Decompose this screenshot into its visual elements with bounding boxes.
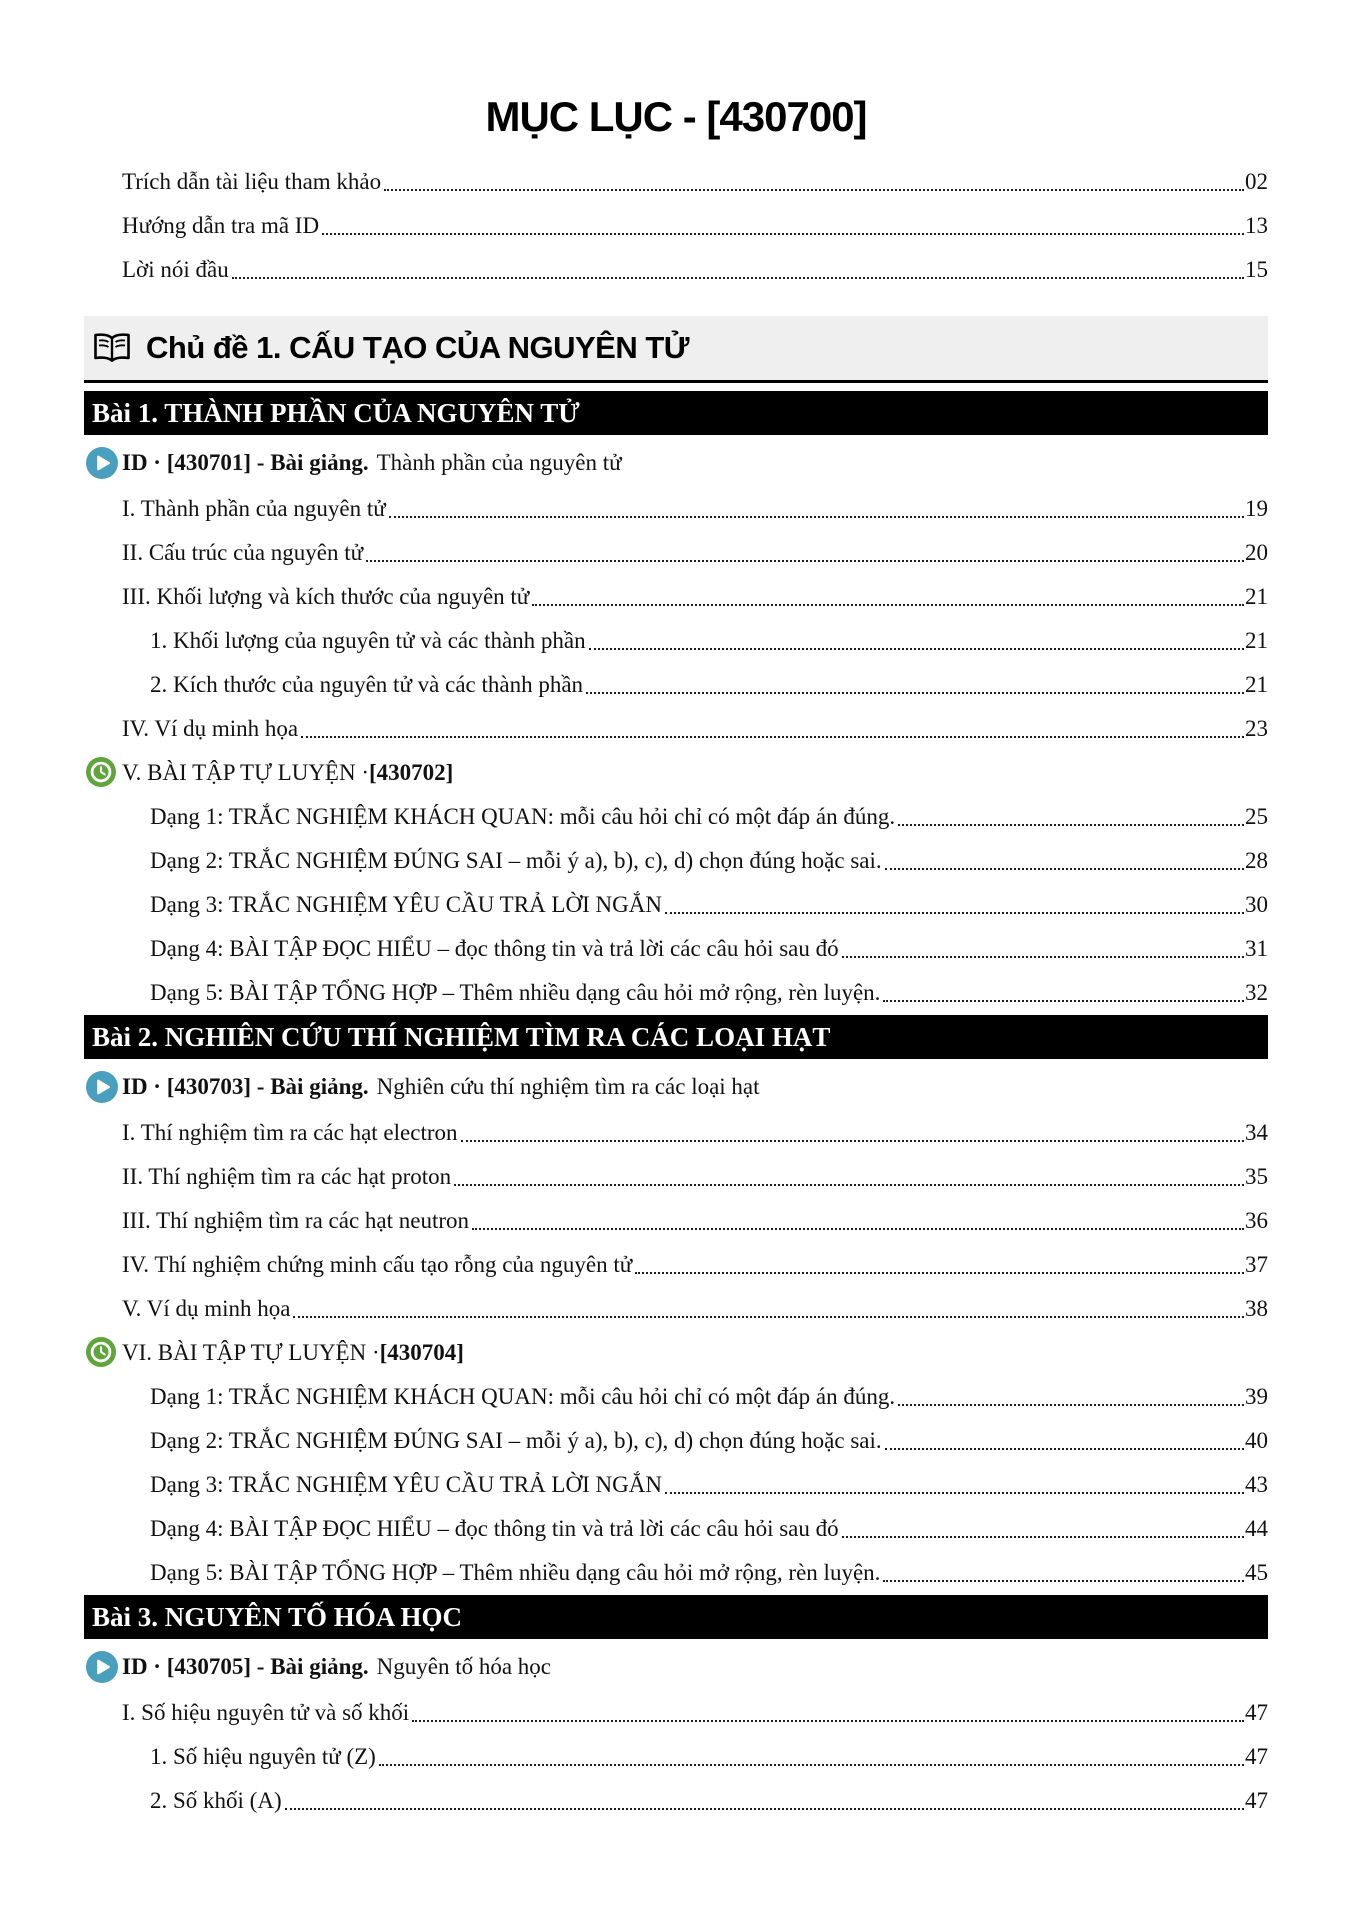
practice-id-code: [430704] — [379, 1340, 464, 1365]
lecture-title: Nghiên cứu thí nghiệm tìm ra các loại hạt — [376, 1074, 760, 1099]
toc-entry-label: Dạng 1: TRẮC NGHIỆM KHÁCH QUAN: mỗi câu hỏi chỉ có một đáp án đúng. — [150, 804, 896, 829]
dotted-leader — [635, 1272, 1244, 1274]
toc-entry — [84, 1551, 1268, 1595]
toc-entry-page: 25 — [1245, 804, 1268, 829]
toc-entry — [84, 1243, 1268, 1287]
lecture-id-label: ID · [430705] - Bài giảng. — [122, 1654, 369, 1679]
dotted-leader — [883, 1580, 1244, 1582]
toc-entry-page: 44 — [1245, 1516, 1268, 1541]
open-book-icon — [92, 332, 132, 364]
dotted-leader — [532, 604, 1244, 606]
toc-entry-label: Dạng 4: BÀI TẬP ĐỌC HIỂU – đọc thông tin và trả lời các câu hỏi sau đó — [150, 1516, 839, 1541]
toc-entry — [84, 663, 1268, 707]
lesson-title: Bài 1. THÀNH PHẦN CỦA NGUYÊN TỬ — [92, 398, 580, 428]
toc-entry-page: 32 — [1245, 980, 1268, 1005]
toc-entry — [84, 1691, 1268, 1735]
dotted-leader — [589, 648, 1244, 650]
topic-header-bar — [84, 316, 1268, 383]
toc-entry-page: 47 — [1245, 1700, 1268, 1725]
toc-entry — [84, 971, 1268, 1015]
toc-entry-page: 21 — [1245, 584, 1268, 609]
lesson-section — [84, 391, 1268, 1015]
toc-entry-label: Dạng 4: BÀI TẬP ĐỌC HIỂU – đọc thông tin và trả lời các câu hỏi sau đó — [150, 936, 839, 961]
toc-entry — [84, 1375, 1268, 1419]
toc-entry-page: 19 — [1245, 496, 1268, 521]
toc-entry-page: 40 — [1245, 1428, 1268, 1453]
toc-entry — [84, 248, 1268, 292]
toc-entry — [84, 927, 1268, 971]
toc-entry-label: Dạng 3: TRẮC NGHIỆM YÊU CẦU TRẢ LỜI NGẮN — [150, 1472, 662, 1497]
dotted-leader — [389, 516, 1244, 518]
practice-label: VI. BÀI TẬP TỰ LUYỆN · — [122, 1340, 380, 1365]
lesson-section — [84, 1015, 1268, 1595]
toc-entry-label: 1. Khối lượng của nguyên tử và các thành phần — [150, 628, 586, 653]
play-icon — [86, 447, 118, 479]
play-icon — [86, 1651, 118, 1683]
lecture-row — [84, 1643, 1268, 1691]
toc-entry-page: 15 — [1245, 257, 1268, 282]
toc-entry-page: 36 — [1245, 1208, 1268, 1233]
toc-entry — [84, 883, 1268, 927]
toc-page — [84, 92, 1268, 1823]
dotted-leader — [379, 1764, 1244, 1766]
toc-entry-label: II. Thí nghiệm tìm ra các hạt proton — [122, 1164, 452, 1189]
toc-entry-page: 39 — [1245, 1384, 1268, 1409]
toc-entry-page: 38 — [1245, 1296, 1268, 1321]
toc-entry-label: 2. Số khối (A) — [150, 1788, 282, 1813]
lecture-id-label: ID · [430701] - Bài giảng. — [122, 450, 369, 475]
lesson-title-bar — [84, 391, 1268, 435]
lesson-title: Bài 3. NGUYÊN TỐ HÓA HỌC — [92, 1602, 463, 1632]
toc-entry-page: 37 — [1245, 1252, 1268, 1277]
dotted-leader — [285, 1808, 1244, 1810]
dotted-leader — [322, 233, 1244, 235]
clock-icon — [86, 757, 118, 789]
toc-entry-page: 20 — [1245, 540, 1268, 565]
toc-entry-label: III. Thí nghiệm tìm ra các hạt neutron — [122, 1208, 470, 1233]
toc-entry-label: Dạng 5: BÀI TẬP TỔNG HỢP – Thêm nhiều dạng câu hỏi mở rộng, rèn luyện. — [150, 980, 881, 1005]
toc-entry-page: 13 — [1245, 213, 1268, 238]
toc-entry-label: I. Số hiệu nguyên tử và số khối — [122, 1700, 410, 1725]
dotted-leader — [898, 1404, 1244, 1406]
toc-entry — [84, 204, 1268, 248]
dotted-leader — [885, 868, 1244, 870]
dotted-leader — [301, 736, 1244, 738]
toc-entry-label: Lời nói đầu — [122, 257, 229, 282]
practice-label: V. BÀI TẬP TỰ LUYỆN · — [122, 760, 370, 785]
toc-entry-page: 30 — [1245, 892, 1268, 917]
dotted-leader — [586, 692, 1244, 694]
dotted-leader — [293, 1316, 1244, 1318]
toc-entry-label: Dạng 1: TRẮC NGHIỆM KHÁCH QUAN: mỗi câu hỏi chỉ có một đáp án đúng. — [150, 1384, 896, 1409]
dotted-leader — [461, 1140, 1245, 1142]
toc-entry-label: 2. Kích thước của nguyên tử và các thành phần — [150, 672, 584, 697]
toc-entry — [84, 160, 1268, 204]
toc-entry-page: 21 — [1245, 672, 1268, 697]
dotted-leader — [454, 1184, 1244, 1186]
lecture-row — [84, 1063, 1268, 1111]
toc-entry — [84, 1419, 1268, 1463]
lesson-title-bar — [84, 1015, 1268, 1059]
toc-entry-label: II. Cấu trúc của nguyên tử — [122, 540, 364, 565]
toc-entry-page: 23 — [1245, 716, 1268, 741]
dotted-leader — [412, 1720, 1244, 1722]
toc-entry — [84, 1463, 1268, 1507]
toc-entry — [84, 1735, 1268, 1779]
toc-entry — [84, 839, 1268, 883]
toc-entry-page: 21 — [1245, 628, 1268, 653]
lesson-section — [84, 1595, 1268, 1823]
toc-entry-page: 02 — [1245, 169, 1268, 194]
toc-entry-label: 1. Số hiệu nguyên tử (Z) — [150, 1744, 376, 1769]
dotted-leader — [885, 1448, 1244, 1450]
toc-entry — [84, 531, 1268, 575]
lessons-container — [84, 391, 1268, 1823]
toc-entry-page: 47 — [1245, 1788, 1268, 1813]
lecture-id-label: ID · [430703] - Bài giảng. — [122, 1074, 369, 1099]
toc-entry-page: 28 — [1245, 848, 1268, 873]
lesson-title: Bài 2. NGHIÊN CỨU THÍ NGHIỆM TÌM RA CÁC LOẠI HẠT — [92, 1022, 831, 1052]
toc-entry-label: Dạng 2: TRẮC NGHIỆM ĐÚNG SAI – mỗi ý a), b), c), d) chọn đúng hoặc sai. — [150, 848, 882, 873]
dotted-leader — [842, 956, 1244, 958]
toc-entry — [84, 487, 1268, 531]
toc-entry-label: Hướng dẫn tra mã ID — [122, 213, 320, 238]
practice-row — [84, 751, 1268, 795]
lecture-title: Thành phần của nguyên tử — [376, 450, 622, 475]
toc-entry — [84, 795, 1268, 839]
page-title: MỤC LỤC - [430700] — [485, 93, 867, 140]
toc-entry — [84, 619, 1268, 663]
dotted-leader — [472, 1228, 1244, 1230]
toc-entry-label: Dạng 5: BÀI TẬP TỔNG HỢP – Thêm nhiều dạng câu hỏi mở rộng, rèn luyện. — [150, 1560, 881, 1585]
toc-entry-label: V. Ví dụ minh họa — [122, 1296, 291, 1321]
toc-entry-page: 43 — [1245, 1472, 1268, 1497]
toc-entry — [84, 1155, 1268, 1199]
toc-entry-page: 34 — [1245, 1120, 1268, 1145]
toc-entry — [84, 1287, 1268, 1331]
clock-icon — [86, 1337, 118, 1369]
dotted-leader — [883, 1000, 1244, 1002]
dotted-leader — [366, 560, 1244, 562]
lecture-row — [84, 439, 1268, 487]
toc-entry — [84, 1507, 1268, 1551]
toc-entry-page: 45 — [1245, 1560, 1268, 1585]
dotted-leader — [898, 824, 1244, 826]
toc-entry-page: 47 — [1245, 1744, 1268, 1769]
dotted-leader — [665, 1492, 1244, 1494]
toc-entry — [84, 707, 1268, 751]
dotted-leader — [665, 912, 1244, 914]
lesson-title-bar — [84, 1595, 1268, 1639]
toc-entry-label: IV. Ví dụ minh họa — [122, 716, 299, 741]
toc-entry-label: Dạng 3: TRẮC NGHIỆM YÊU CẦU TRẢ LỜI NGẮN — [150, 892, 662, 917]
toc-entry-label: Trích dẫn tài liệu tham khảo — [122, 169, 382, 194]
topic-title: Chủ đề 1. CẤU TẠO CỦA NGUYÊN TỬ — [146, 330, 689, 365]
toc-entry — [84, 1111, 1268, 1155]
toc-entry-page: 35 — [1245, 1164, 1268, 1189]
toc-entry-label: I. Thành phần của nguyên tử — [122, 496, 386, 521]
lecture-title: Nguyên tố hóa học — [376, 1654, 552, 1679]
intro-entries — [84, 160, 1268, 292]
play-icon — [86, 1071, 118, 1103]
toc-entry-page: 31 — [1245, 936, 1268, 961]
dotted-leader — [384, 189, 1244, 191]
toc-entry-label: IV. Thí nghiệm chứng minh cấu tạo rỗng của nguyên tử — [122, 1252, 633, 1277]
toc-entry-label: III. Khối lượng và kích thước của nguyên tử — [122, 584, 530, 609]
dotted-leader — [842, 1536, 1244, 1538]
toc-entry-label: Dạng 2: TRẮC NGHIỆM ĐÚNG SAI – mỗi ý a), b), c), d) chọn đúng hoặc sai. — [150, 1428, 882, 1453]
practice-id-code: [430702] — [369, 760, 454, 785]
toc-entry — [84, 1199, 1268, 1243]
dotted-leader — [232, 277, 1244, 279]
toc-entry — [84, 1779, 1268, 1823]
practice-row — [84, 1331, 1268, 1375]
toc-entry — [84, 575, 1268, 619]
toc-entry-label: I. Thí nghiệm tìm ra các hạt electron — [122, 1120, 458, 1145]
